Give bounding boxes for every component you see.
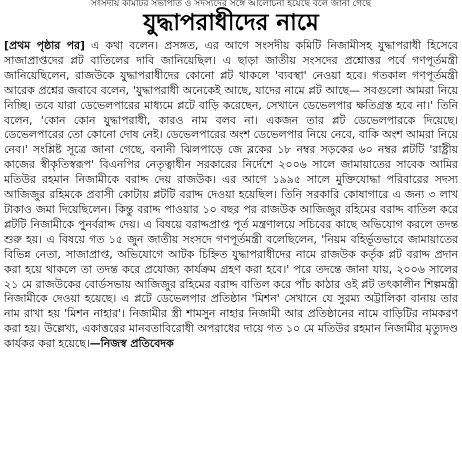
- article-text: এ কথা বলেন। প্রসঙ্গত, এর আগে সংসদীয় কমিটি নিজামীসহ যুদ্ধাপরাধী হিসেবে সাজাপ্রাপ্তদের প্লট বাতিলের দাবি জানিয়েছিল। এ ছাড়া জাতীয় সংসদের প্রশ্নোত্তর পর্বে গণপূর্তমন্ত্রী জানিয়েছিলেন, রাজউকে যুদ্ধাপরাধীদের কোনো প্লট থাকলে 'ব্যবস্থা' নেওয়া হবে। গতকাল গণপূর্তমন্ত্রী আরেক প্রশ্নের জবাবে বলেন, 'যুদ্ধাপরাধী অনেকেই আছে, যাদের নামে প্লট আছে— সবগুলো আমরা নিয়ে নিচ্ছি। তবে যারা ডেভেলপারের মাধ্যমে প্লটে বাড়ি করেছেন, সেখানে ডেভেলপার ক্ষতিগ্রস্ত হবে না।' তিনি বলেন, 'কোন কোন যুদ্ধাপরাধী, কারও নাম বলব না। একজন তার প্লট ডেভেলপারকে দিয়েছে। ডেভেলপারের তো কোনো দোষ নেই। ডেভেলপারের অংশ ডেভেলপার নিয়ে নেবে, বাকি অংশ আমরা নিয়ে নেব।' সংশ্লিষ্ট সূত্রে জানা গেছে, বনানী ঝিলপাড়ে জে ব্লকের ১৮ নম্বর সড়কের ৬০ নম্বর প্লটটি 'রাষ্ট্রীয় কাজের স্বীকৃতিস্বরূপ' বিএনপির নেতৃত্বাধীন সরকারের নির্দেশে ২০০৬ সালে জামায়াতের সাবেক আমির মতিউর রহমান নিজামীকে বরাদ্দ দেয় রাজউক। এর আগে ১৯৯৫ সালে মুক্তিযোদ্ধা পরিবারের সদস্য আজিজুর রহিমকে প্রবাসী কোটায় প্লটটি বরাদ্দ দেওয়া হয়েছিল। তিনি সরকারি কোষাগারে এ জন্য ৩ লাখ টাকাও জমা দিয়েছিলেন। কিন্তু বরাদ্দ পাওয়ার ১০ বছর পর রাজউক আজিজুর রহিমের বরাদ্দ বাতিল করে প্লটটি নিজামীকে পুনর্বরাদ্দ দেয়। এ বিষয়ে বরাদ্দপ্রাপ্ত পূর্ত মন্ত্রণালয়ে সচিবের কাছে অভিযোগ করলে তদন্ত শুরু হয়। এ বিষয়ে গত ১৫ জুন জাতীয় সংসদে গণপূর্তমন্ত্রী বলেছিলেন, 'নিয়ম বহির্ভূতভাবে জামায়াতের বিভিন্ন নেতা, সাজাপ্রাপ্ত, অভিযোগে আটক চিহ্নিত যুদ্ধাপরাধীদের নামে রাজউক কর্তৃক প্লট বরাদ্দ প্রদান করা হয়ে থাকলে তা তদন্ত করে প্রযোজ্য কার্যক্রম গ্রহণ করা হবে।' পরে তদন্তে জানা যায়, ২০০৬ সালের ২১ মে রাজউকের বোর্ডসভায় আজিজুর রহিমের বরাদ্দ বাতিল করে পাঁচ কাঠার ওই প্লট তৎকালীন শিল্পমন্ত্রী নিজামীকে দেওয়া হয়েছে। এ প্লটে ডেভেলপার প্রতিষ্ঠান 'মিশন' সেখানে যে সুরম্য অট্টালিকা বানায় তার নাম রাখা হয় 'মিশন নাহার'। নিজামীর স্ত্রী শামসুন নাহার নিজামী আর প্রতিষ্ঠানের নামে বাড়িটির নামকরণ করা হয়। উল্লেখ্য, একাত্তরের মানবতাবিরোধী অপরাধের দায়ে গত ১০ মে মতিউর রহমান নিজামীর মৃত্যুদণ্ড কার্যকর করা হয়েছে।: [4, 39, 458, 351]
- previous-article-fragment: সংসদীয় কমিটির সভাপতি ও সদস্যদের সঙ্গে আলোচনা হয়েছে বলে জানা গেছে: [90, 0, 372, 8]
- byline: —নিজস্ব প্রতিবেদক: [89, 337, 174, 351]
- article-body: [4, 39, 458, 463]
- article-paragraph: [4, 39, 458, 352]
- article-headline: যুদ্ধাপরাধীদের নামে: [143, 10, 319, 36]
- continued-from-front-page: [প্রথম পৃষ্ঠার পর]: [4, 39, 85, 52]
